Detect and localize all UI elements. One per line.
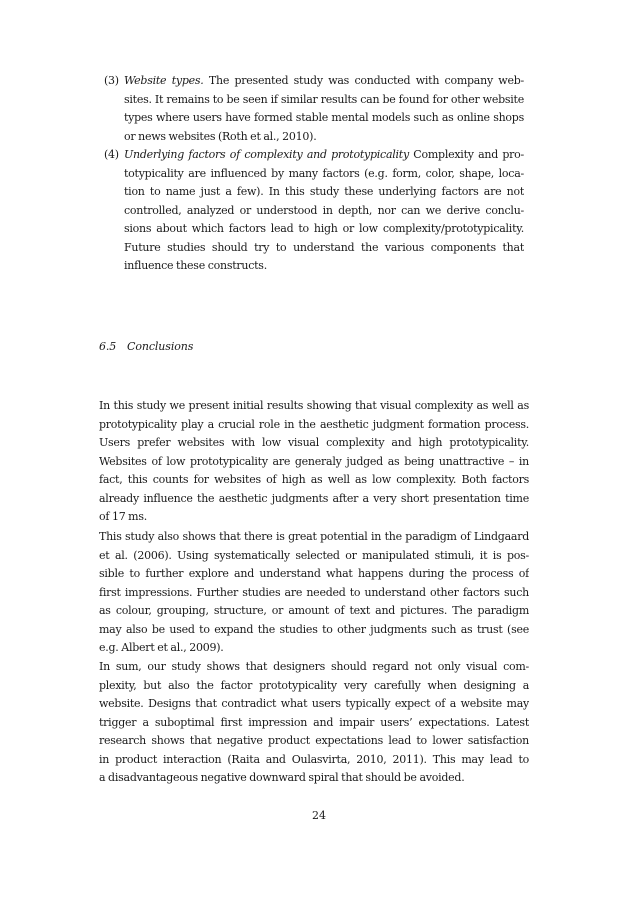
paragraph-line: already influence the aesthetic judgments after a very short presentation time: [99, 491, 529, 505]
paragraph-line: as colour, grouping, structure, or amount of text and pictures. The paradigm: [99, 604, 529, 617]
paragraph-3: [99, 658, 529, 788]
paragraph-line: research shows that negative product expectations lead to lower satisfaction: [99, 734, 529, 747]
list-line-text: Complexity and pro-: [408, 148, 524, 161]
paragraph-line: In this study we present initial results showing that visual complexity as well as: [99, 399, 529, 412]
paragraph-line: fact, this counts for websites of high as well as low complexity. Both factors: [99, 473, 529, 486]
paragraph-line: prototypicality play a crucial role in the aesthetic judgment formation process.: [99, 417, 529, 431]
paragraph-line: This study also shows that there is great potential in the paradigm of Lindgaard: [99, 530, 529, 543]
list-line: [124, 72, 524, 91]
paragraph-line: et al. (2006). Using systematically selected or manipulated stimuli, it is pos-: [99, 548, 529, 562]
list-line: or news websites (Roth et al., 2010).: [124, 129, 317, 143]
paragraph-line: first impressions. Further studies are needed to understand other factors such: [99, 585, 529, 599]
section-heading: [99, 340, 193, 353]
paragraph-line: may also be used to expand the studies to other judgments such as trust (see: [99, 622, 529, 636]
paragraph-line: plexity, but also the factor prototypicality very carefully when designing a: [99, 678, 529, 692]
list-item-body: [124, 72, 524, 146]
list-line: influence these constructs.: [124, 259, 267, 272]
list-line-text: The presented study was conducted with company web-: [203, 74, 524, 87]
paragraph-line: website. Designs that contradict what users typically expect of a website may: [99, 697, 529, 710]
list-item-body: [124, 146, 524, 276]
paragraph-line: of 17 ms.: [99, 510, 148, 523]
list-line: sites. It remains to be seen if similar results can be found for other website: [124, 92, 524, 106]
paragraph-line: in product interaction (Raita and Oulasvirta, 2010, 2011). This may lead to: [99, 752, 529, 766]
paragraph-line: a disadvantageous negative downward spiral that should be avoided.: [99, 771, 465, 784]
paragraph-line: Websites of low prototypicality are generaly judged as being unattractive – in: [99, 454, 529, 468]
list-item-number: (3): [104, 74, 119, 87]
paragraph-line: Users prefer websites with low visual complexity and high prototypicality.: [99, 436, 529, 449]
paragraph-line: trigger a suboptimal first impression and impair users’ expectations. Latest: [99, 715, 529, 729]
paragraph-line: e.g. Albert et al., 2009).: [99, 641, 224, 654]
section-title: Conclusions: [127, 340, 194, 353]
paragraph-line: In sum, our study shows that designers should regard not only visual com-: [99, 660, 529, 673]
paragraph-2: [99, 528, 529, 658]
list-item-lead-term: Underlying factors of complexity and prototypicality: [124, 148, 409, 161]
paragraph-line: sible to further explore and understand what happens during the process of: [99, 567, 529, 580]
paragraph-1: [99, 397, 529, 527]
list-line: [124, 146, 524, 165]
list-line: sions about which factors lead to high or low complexity/prototypicality.: [124, 222, 524, 235]
section-number: 6.5: [99, 340, 117, 353]
list-line: controlled, analyzed or understood in depth, nor can we derive conclu-: [124, 203, 524, 217]
list-line: totypicality are influenced by many factors (e.g. form, color, shape, loca-: [124, 166, 524, 180]
list-line: types where users have formed stable mental models such as online shops: [124, 111, 524, 124]
list-item-number: (4): [104, 148, 119, 161]
page-number: 24: [312, 809, 326, 822]
list-item-lead-term: Website types.: [124, 74, 204, 87]
list-line: Future studies should try to understand the various components that: [124, 240, 524, 254]
list-line: tion to name just a few). In this study these underlying factors are not: [124, 185, 524, 198]
